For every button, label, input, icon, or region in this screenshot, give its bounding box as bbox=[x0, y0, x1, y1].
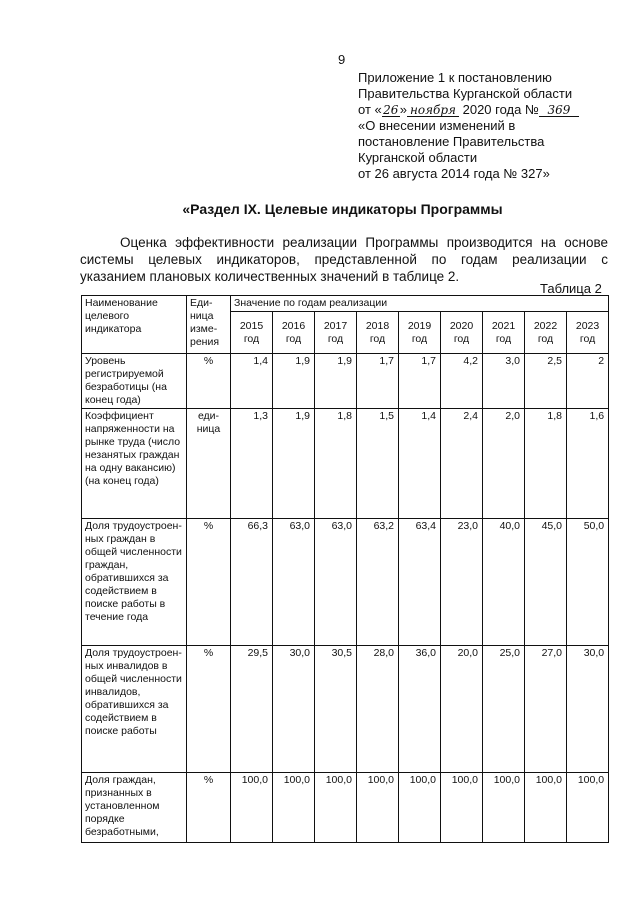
year-header: 2015 год bbox=[231, 312, 273, 354]
appendix-year-number: 2020 года № bbox=[462, 102, 539, 117]
intro-line-1: Оценка эффективности реализации Программы производится на основе bbox=[120, 235, 608, 250]
value-cell: 27,0 bbox=[525, 646, 567, 773]
unit-cell: % bbox=[187, 354, 231, 409]
handwritten-day: 26 bbox=[383, 103, 399, 117]
table-row bbox=[82, 354, 609, 409]
value-cell: 100,0 bbox=[231, 773, 273, 843]
table-row bbox=[82, 646, 609, 773]
table-row bbox=[82, 519, 609, 646]
section-heading: «Раздел IX. Целевые индикаторы Программы bbox=[182, 201, 503, 217]
unit-cell: % bbox=[187, 519, 231, 646]
appendix-line-3 bbox=[358, 102, 628, 118]
value-cell: 1,4 bbox=[399, 409, 441, 519]
year-header: 2022 год bbox=[525, 312, 567, 354]
value-cell: 1,7 bbox=[399, 354, 441, 409]
value-cell: 2,5 bbox=[525, 354, 567, 409]
value-cell: 100,0 bbox=[315, 773, 357, 843]
value-cell: 1,9 bbox=[315, 354, 357, 409]
value-cell: 100,0 bbox=[273, 773, 315, 843]
value-cell: 1,7 bbox=[357, 354, 399, 409]
value-cell: 1,4 bbox=[231, 354, 273, 409]
value-cell: 30,5 bbox=[315, 646, 357, 773]
value-cell: 63,2 bbox=[357, 519, 399, 646]
appendix-line-2: Правительства Курганской области bbox=[358, 86, 573, 101]
value-cell: 30,0 bbox=[567, 646, 609, 773]
appendix-line-7: от 26 августа 2014 года № 327» bbox=[358, 166, 550, 181]
value-cell: 23,0 bbox=[441, 519, 483, 646]
value-cell: 1,8 bbox=[525, 409, 567, 519]
value-cell: 1,9 bbox=[273, 354, 315, 409]
value-cell: 1,6 bbox=[567, 409, 609, 519]
value-cell: 100,0 bbox=[567, 773, 609, 843]
table-row bbox=[82, 409, 609, 519]
intro-line-3: указанием плановых количественных значений в таблице 2. bbox=[80, 269, 460, 284]
value-cell: 28,0 bbox=[357, 646, 399, 773]
year-header: 2021 год bbox=[483, 312, 525, 354]
handwritten-month: ноября bbox=[407, 104, 459, 117]
value-cell: 2,0 bbox=[483, 409, 525, 519]
appendix-line-4: «О внесении изменений в bbox=[358, 118, 516, 133]
value-cell: 63,0 bbox=[273, 519, 315, 646]
value-cell: 100,0 bbox=[483, 773, 525, 843]
value-cell: 36,0 bbox=[399, 646, 441, 773]
value-cell: 1,9 bbox=[273, 409, 315, 519]
indicators-table-body bbox=[82, 296, 609, 843]
year-header: 2019 год bbox=[399, 312, 441, 354]
appendix-line-6: Курганской области bbox=[358, 150, 478, 165]
indicator-name-cell: Уровень регистрируемой безработицы (на конец года) bbox=[82, 354, 187, 409]
value-cell: 1,5 bbox=[357, 409, 399, 519]
table-caption: Таблица 2 bbox=[540, 281, 602, 296]
unit-cell: % bbox=[187, 646, 231, 773]
indicators-table bbox=[81, 295, 609, 843]
intro-paragraph bbox=[80, 234, 608, 285]
year-header: 2020 год bbox=[441, 312, 483, 354]
value-cell: 2 bbox=[567, 354, 609, 409]
value-cell: 25,0 bbox=[483, 646, 525, 773]
appendix-line-1: Приложение 1 к постановлению bbox=[358, 70, 552, 85]
table-row bbox=[82, 773, 609, 843]
year-header: 2016 год bbox=[273, 312, 315, 354]
value-cell: 1,8 bbox=[315, 409, 357, 519]
value-cell: 45,0 bbox=[525, 519, 567, 646]
value-cell: 20,0 bbox=[441, 646, 483, 773]
value-cell: 63,0 bbox=[315, 519, 357, 646]
appendix-line-5: постановление Правительства bbox=[358, 134, 545, 149]
handwritten-number: 369 bbox=[539, 104, 579, 117]
indicator-name-cell: Доля трудоустроен- ных инвалидов в общей численности инвалидов, обратившихся за содействием в поиске работы bbox=[82, 646, 187, 773]
value-cell: 1,3 bbox=[231, 409, 273, 519]
value-cell: 100,0 bbox=[399, 773, 441, 843]
header-values-by-year: Значение по годам реализации bbox=[231, 296, 609, 312]
year-header: 2018 год bbox=[357, 312, 399, 354]
value-cell: 30,0 bbox=[273, 646, 315, 773]
unit-cell: еди- ница bbox=[187, 409, 231, 519]
year-header: 2017 год bbox=[315, 312, 357, 354]
value-cell: 50,0 bbox=[567, 519, 609, 646]
value-cell: 40,0 bbox=[483, 519, 525, 646]
value-cell: 100,0 bbox=[441, 773, 483, 843]
indicator-name-cell: Коэффициент напряженности на рынке труда (число незанятых граждан на одну вакансию) (на конец года) bbox=[82, 409, 187, 519]
appendix-date-mid: » bbox=[399, 102, 407, 117]
appendix-date-prefix: от « bbox=[358, 102, 382, 117]
unit-cell: % bbox=[187, 773, 231, 843]
header-unit: Еди- ница изме- рения bbox=[187, 296, 231, 354]
indicator-name-cell: Доля граждан, признанных в установленном порядке безработными, bbox=[82, 773, 187, 843]
page-number: 9 bbox=[338, 52, 346, 67]
intro-line-2: системы целевых индикаторов, представленной по годам реализации с bbox=[80, 252, 608, 267]
value-cell: 3,0 bbox=[483, 354, 525, 409]
year-header: 2023 год bbox=[567, 312, 609, 354]
value-cell: 4,2 bbox=[441, 354, 483, 409]
header-indicator-name: Наименование целевого индикатора bbox=[82, 296, 187, 354]
value-cell: 29,5 bbox=[231, 646, 273, 773]
indicator-name-cell: Доля трудоустроен- ных граждан в общей численности граждан, обратившихся за содействием в поиске работы в течение года bbox=[82, 519, 187, 646]
value-cell: 2,4 bbox=[441, 409, 483, 519]
value-cell: 100,0 bbox=[525, 773, 567, 843]
value-cell: 66,3 bbox=[231, 519, 273, 646]
value-cell: 63,4 bbox=[399, 519, 441, 646]
table-header-row bbox=[82, 296, 609, 312]
value-cell: 100,0 bbox=[357, 773, 399, 843]
